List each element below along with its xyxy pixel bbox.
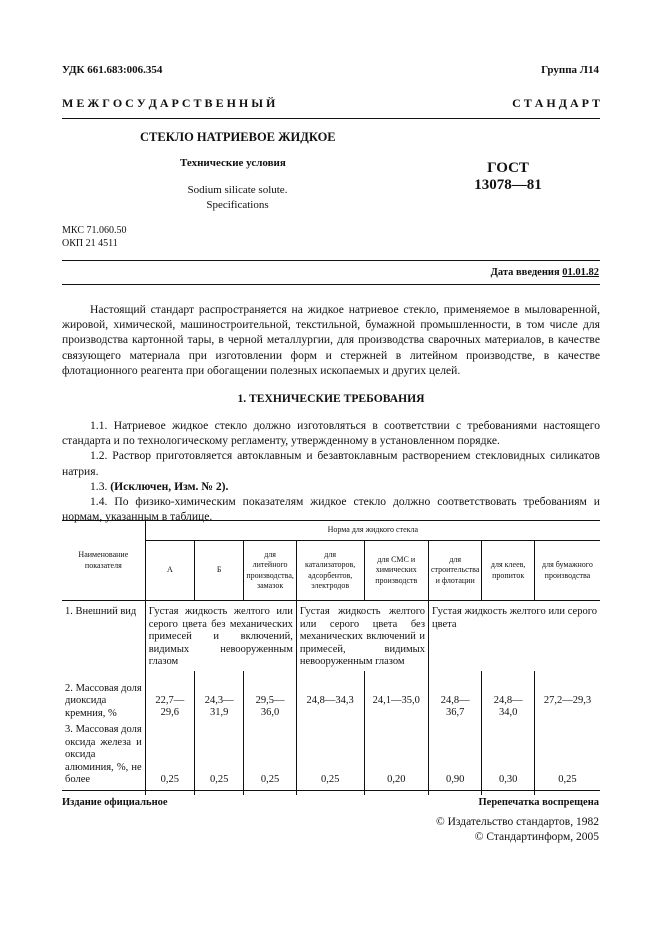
divider-middle bbox=[62, 260, 600, 261]
header-column-a: А bbox=[145, 541, 194, 601]
row-oxides-value: 0,90 bbox=[429, 722, 482, 795]
row-oxides-value: 0,25 bbox=[534, 722, 600, 795]
clause-1-1: 1.1. Натриевое жидкое стекло должно изготовляться в соответствии с требованиями настоящего стандарта и по технологическому регламенту, утвержденному в установленном порядке. bbox=[62, 419, 600, 448]
row-oxides-value: 0,25 bbox=[244, 722, 297, 795]
header-column-construction: для строительства и флотации bbox=[429, 541, 482, 601]
header-norm: Норма для жидкого стекла bbox=[145, 521, 600, 541]
gost-code: 13078—81 bbox=[474, 177, 542, 193]
row-silica-value: 24,1—35,0 bbox=[364, 671, 429, 723]
row-appearance-group-c: Густая жидкость желтого или серого цвета bbox=[429, 601, 601, 671]
copyright-line-2: © Стандартинформ, 2005 bbox=[474, 831, 599, 843]
row-silica-value: 27,2—29,3 bbox=[534, 671, 600, 723]
row-appearance-group-a: Густая жидкость желтого или серого цвета без механических примесей и включений, видимых невооруженным глазом bbox=[145, 601, 296, 671]
row-silica-value: 24,8—34,0 bbox=[482, 671, 535, 723]
row-oxides-value: 0,25 bbox=[296, 722, 364, 795]
row-silica-value: 24,8—36,7 bbox=[429, 671, 482, 723]
document-subtitle: Технические условия bbox=[180, 157, 286, 169]
gost-number bbox=[468, 160, 548, 194]
clause-1-4: 1.4. По физико-химическим показателям жидкое стекло должно соответствовать требованиям и нормам, указанным в таблице. bbox=[62, 495, 600, 524]
section-paragraphs bbox=[62, 418, 600, 524]
row-oxides-value: 0,25 bbox=[195, 722, 244, 795]
okp-code: ОКП 21 4511 bbox=[62, 238, 118, 249]
header-column-paper: для бумажного производства bbox=[534, 541, 600, 601]
divider-top bbox=[62, 118, 600, 119]
standard-word-2: С Т А Н Д А Р Т bbox=[512, 96, 600, 110]
udk-code: УДК 661.683:006.354 bbox=[62, 64, 163, 76]
divider-bottom bbox=[62, 790, 600, 791]
introduction-date-label: Дата введения bbox=[490, 267, 560, 278]
document-title: СТЕКЛО НАТРИЕВОЕ ЖИДКОЕ bbox=[140, 130, 336, 144]
copyright-block bbox=[436, 815, 599, 845]
row-oxides-name: 3. Массовая доля оксида железа и оксида алюминия, %, не более bbox=[65, 724, 142, 785]
row-oxides-value: 0,25 bbox=[145, 722, 194, 795]
header-column-catalysts: для катализаторов, адсорбентов, электродов bbox=[296, 541, 364, 601]
clause-1-3 bbox=[62, 479, 600, 494]
section-heading: 1. ТЕХНИЧЕСКИЕ ТРЕБОВАНИЯ bbox=[237, 392, 425, 405]
row-silica-name: 2. Массовая доля диоксида кремния, % bbox=[65, 682, 142, 719]
copyright-line-1: © Издательство стандартов, 1982 bbox=[435, 816, 599, 828]
clause-1-3-text: (Исключен, Изм. № 2). bbox=[110, 479, 229, 493]
row-appearance-name: 1. Внешний вид bbox=[65, 606, 137, 617]
row-appearance-group-b: Густая жидкость желтого или серого цвета без механических включений и примесей, видимых невооруженным глазом bbox=[296, 601, 428, 671]
header-column-foundry: для литейного производства, замазок bbox=[244, 541, 297, 601]
gost-label: ГОСТ bbox=[487, 160, 529, 176]
standard-word-1: М Е Ж Г О С У Д А Р С Т В Е Н Н Ы Й bbox=[62, 96, 276, 110]
mks-code: МКС 71.060.50 bbox=[62, 225, 127, 236]
clause-1-3-number: 1.3. bbox=[90, 479, 108, 493]
divider-date bbox=[62, 284, 600, 285]
requirements-table bbox=[62, 520, 600, 795]
official-edition-label: Издание официальное bbox=[62, 797, 168, 808]
header-indicator-name: Наименование показателя bbox=[62, 521, 145, 601]
table-row bbox=[62, 722, 600, 795]
classification-codes bbox=[62, 224, 126, 250]
standard-heading bbox=[62, 96, 600, 111]
row-silica-value: 24,8—34,3 bbox=[296, 671, 364, 723]
row-oxides-value: 0,20 bbox=[364, 722, 429, 795]
reprint-prohibited-label: Перепечатка воспрещена bbox=[478, 797, 599, 808]
english-title-line-2: Specifications bbox=[206, 199, 269, 211]
introduction-date bbox=[491, 267, 599, 278]
header-column-adhesives: для клеев, пропиток bbox=[482, 541, 535, 601]
header-column-detergents: для СМС и химических производств bbox=[364, 541, 429, 601]
english-title bbox=[185, 183, 290, 213]
introduction-date-value: 01.01.82 bbox=[562, 267, 599, 278]
table-row bbox=[62, 601, 600, 671]
row-oxides-value: 0,30 bbox=[482, 722, 535, 795]
english-title-line-1: Sodium silicate solute. bbox=[187, 184, 288, 196]
group-code: Группа Л14 bbox=[541, 64, 599, 76]
row-silica-value: 29,5—36,0 bbox=[244, 671, 297, 723]
clause-1-2: 1.2. Раствор приготовляется автоклавным и безавтоклавным растворением стекловидных силикатов натрия. bbox=[62, 449, 600, 478]
row-silica-value: 24,3—31,9 bbox=[195, 671, 244, 723]
row-silica-value: 22,7—29,6 bbox=[145, 671, 194, 723]
header-column-b: Б bbox=[195, 541, 244, 601]
intro-text: Настоящий стандарт распространяется на жидкое натриевое стекло, применяемое в мыловаренной, жировой, химической, машиностроительной, текстильной, бумажной промышленности, в том числе для производства картонной тары, в черной металлургии, для производства сварочных материалов, в качестве связующего материала при изготовлении форм и стержней в литейном производстве, в качестве флотационного реагента при обогащении полезных ископаемых и других целей. bbox=[62, 303, 600, 377]
table-row bbox=[62, 671, 600, 723]
intro-paragraph bbox=[62, 302, 600, 378]
